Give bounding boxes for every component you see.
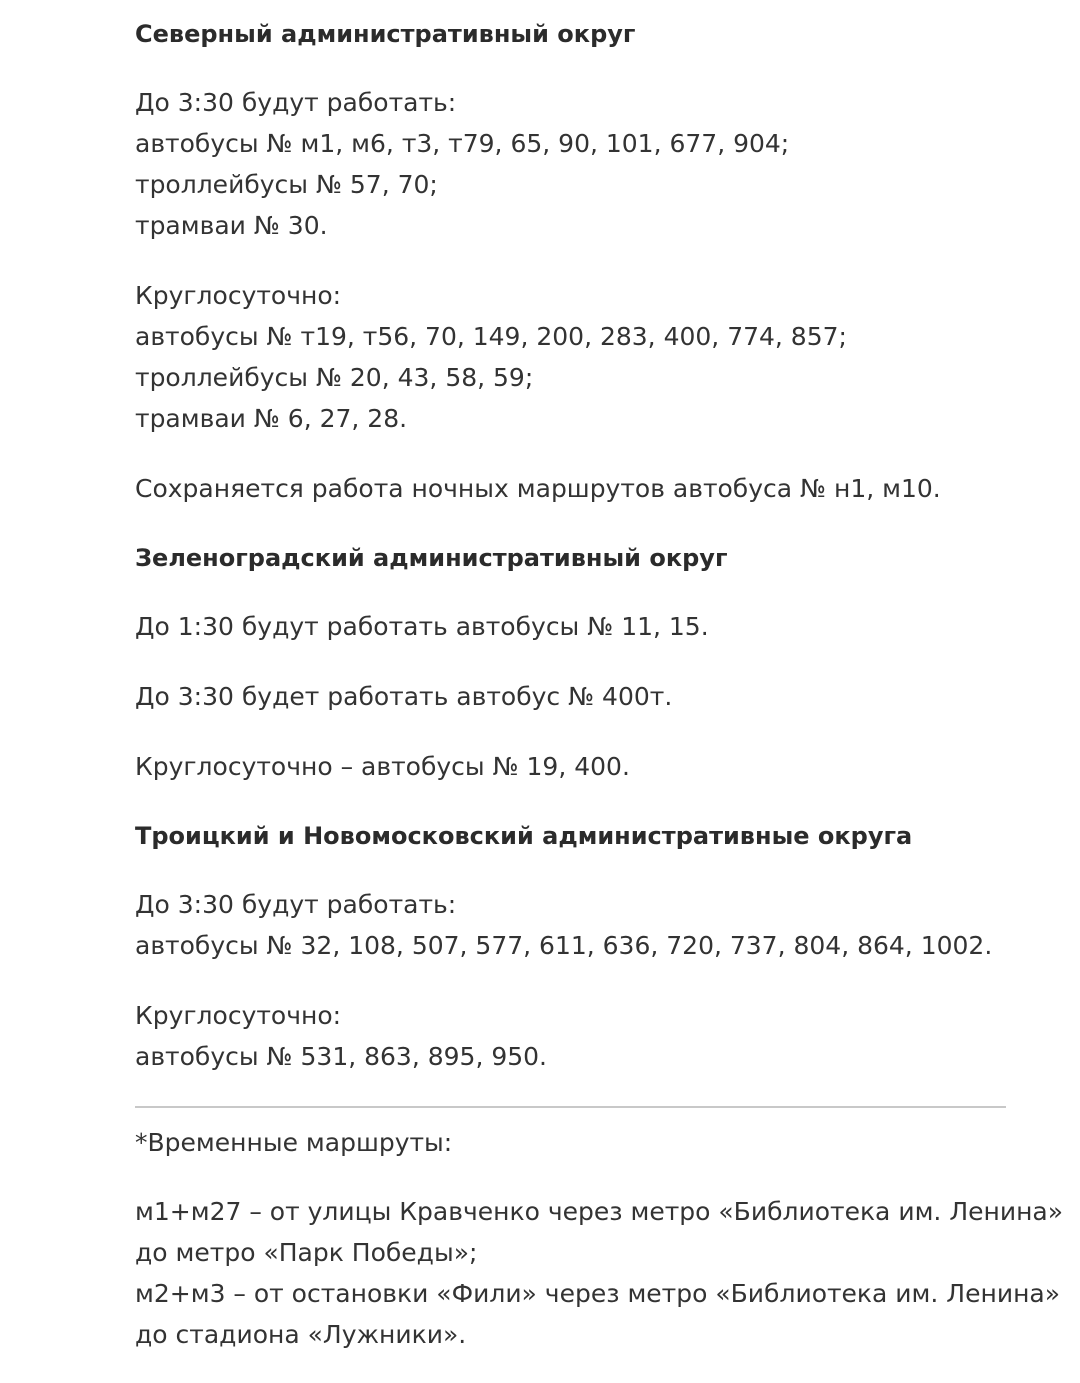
text-line: м1+м27 – от улицы Кравченко через метро «Библиотека им. Ленина» <box>135 1197 1064 1226</box>
text-line: автобусы № 531, 863, 895, 950. <box>135 1042 547 1071</box>
paragraph <box>135 606 1007 647</box>
text-line: м2+м3 – от остановки «Фили» через метро «Библиотека им. Ленина» <box>135 1279 1061 1308</box>
footnote-divider <box>135 1106 1006 1108</box>
paragraph <box>135 746 1007 787</box>
paragraph <box>135 275 1007 439</box>
text-line: трамваи № 6, 27, 28. <box>135 404 408 433</box>
text-line: автобусы № м1, м6, т3, т79, 65, 90, 101, 677, 904; <box>135 129 790 158</box>
text-line: До 3:30 будут работать: <box>135 88 457 117</box>
paragraph <box>135 468 1007 509</box>
text-line: Круглосуточно: <box>135 1001 342 1030</box>
article-body <box>135 14 1064 1383</box>
text-line: автобусы № т19, т56, 70, 149, 200, 283, 400, 774, 857; <box>135 322 847 351</box>
text-line: *Временные маршруты: <box>135 1128 453 1157</box>
footnote-text <box>135 1191 1064 1355</box>
paragraph <box>135 82 1007 246</box>
section-zelenograd <box>135 538 1007 787</box>
paragraph <box>135 676 1007 717</box>
text-line: автобусы № 32, 108, 507, 577, 611, 636, 720, 737, 804, 864, 1002. <box>135 931 993 960</box>
text-line: До 3:30 будут работать: <box>135 890 457 919</box>
text-line: до стадиона «Лужники». <box>135 1320 467 1349</box>
text-line: троллейбусы № 20, 43, 58, 59; <box>135 363 534 392</box>
text-line: трамваи № 30. <box>135 211 328 240</box>
section-heading: Северный административный округ <box>135 20 636 48</box>
text-line: троллейбусы № 57, 70; <box>135 170 438 199</box>
section-troitsk-novomoskovsk <box>135 816 1007 1077</box>
text-line: Круглосуточно: <box>135 281 342 310</box>
section-north <box>135 14 1007 509</box>
text-line: до метро «Парк Победы»; <box>135 1238 478 1267</box>
section-heading: Троицкий и Новомосковский административные округа <box>135 822 913 850</box>
paragraph <box>135 884 1007 966</box>
section-heading: Зеленоградский административный округ <box>135 544 728 572</box>
footnote <box>135 1122 1064 1355</box>
paragraph <box>135 995 1007 1077</box>
text-line: Сохраняется работа ночных маршрутов автобуса № н1, м10. <box>135 474 941 503</box>
text-line: До 3:30 будет работать автобус № 400т. <box>135 682 673 711</box>
text-line: Круглосуточно – автобусы № 19, 400. <box>135 752 630 781</box>
footnote-title <box>135 1122 1007 1163</box>
text-line: До 1:30 будут работать автобусы № 11, 15. <box>135 612 709 641</box>
